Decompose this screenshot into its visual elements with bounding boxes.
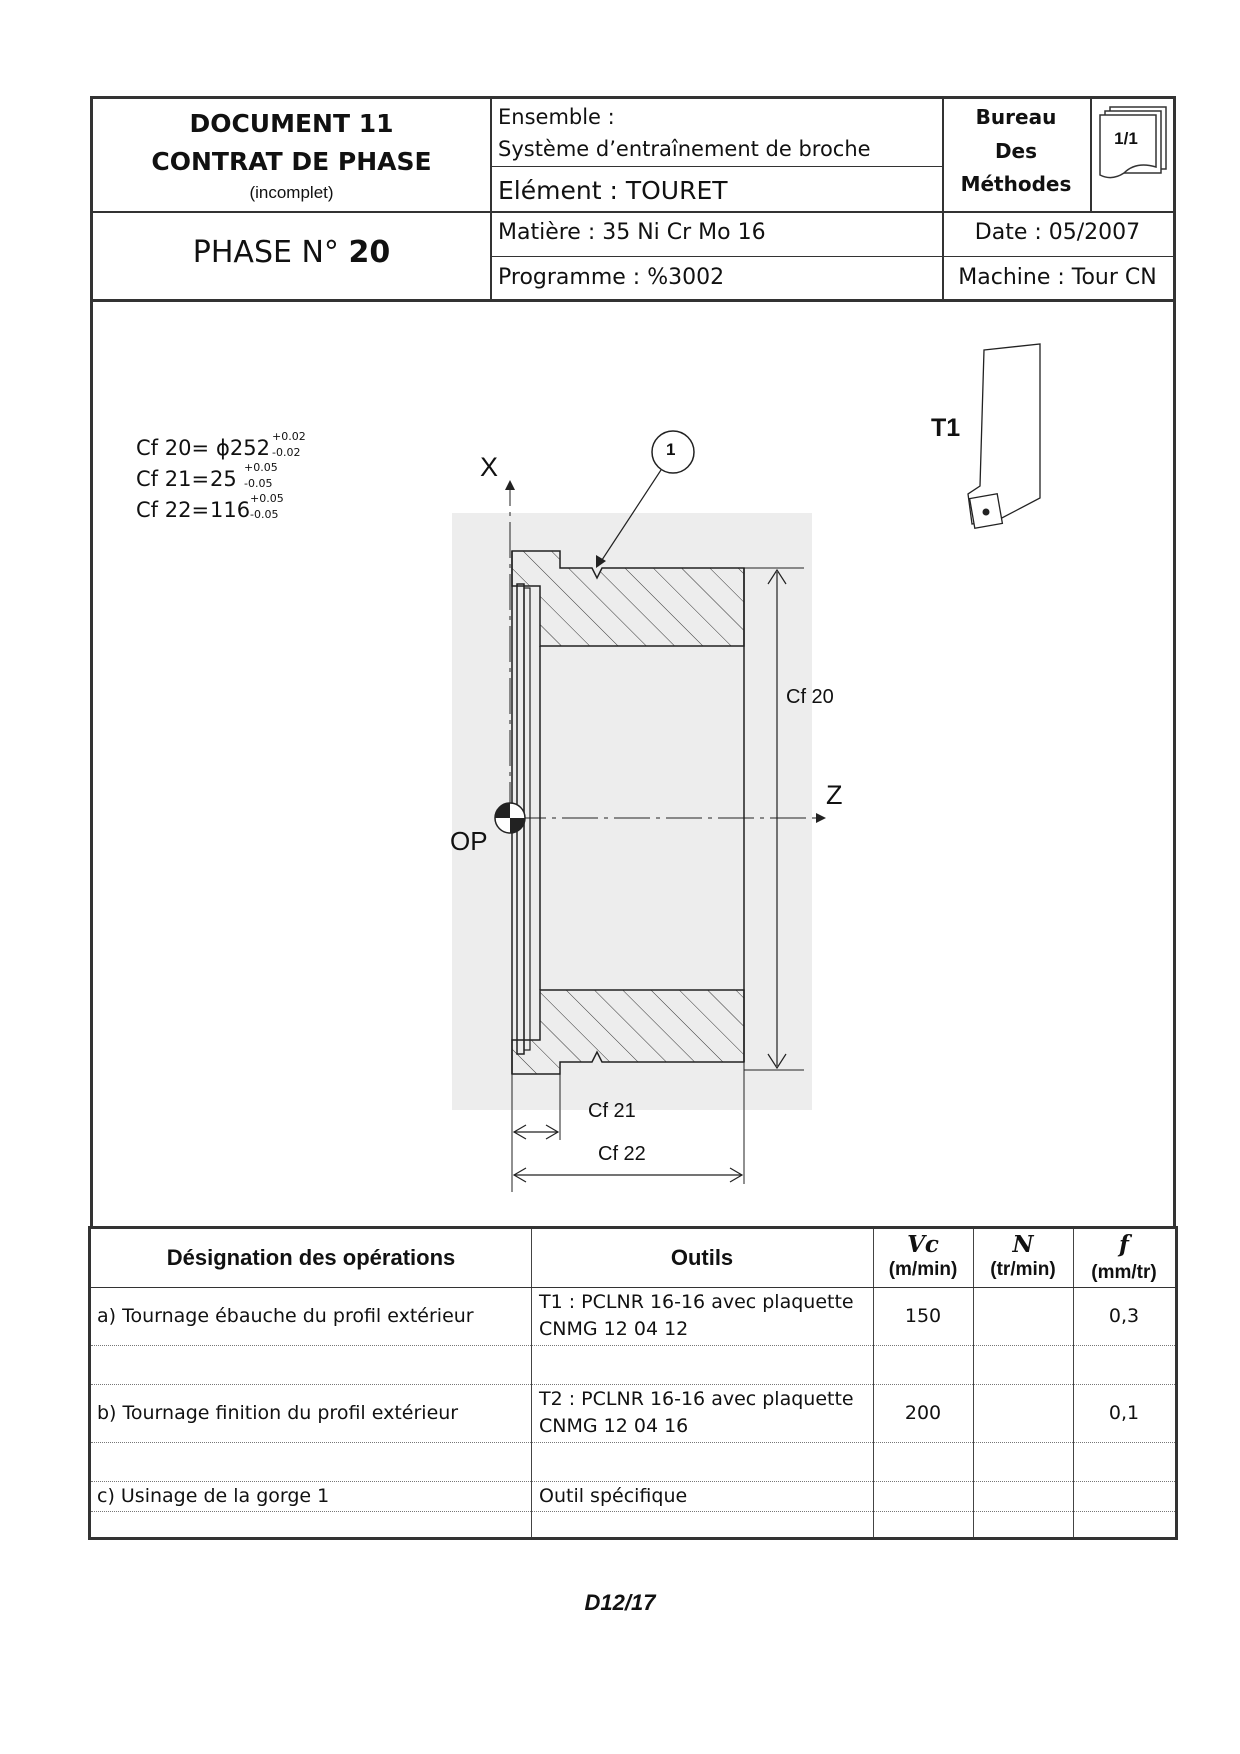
page-number: 1/1 <box>1114 129 1138 148</box>
cote-value: ϕ252 <box>216 436 270 460</box>
col-header-n-unit: (tr/min) <box>990 1259 1056 1280</box>
op-vc: 150 <box>904 1305 942 1327</box>
operations-table <box>88 1226 1178 1540</box>
tol-down: -0.02 <box>272 446 301 459</box>
col-header-designation: Désignation des opérations <box>166 1245 456 1270</box>
phase-label: PHASE N° <box>192 235 339 270</box>
bureau-line1: Bureau <box>975 105 1057 129</box>
dim-cf22: Cf 22 <box>598 1143 646 1165</box>
op-designation: c) Usinage de la gorge 1 <box>97 1485 330 1507</box>
programme: Programme : %3002 <box>498 265 725 290</box>
col-header-outils: Outils <box>670 1245 734 1270</box>
op-outil-line1: T1 : PCLNR 16-16 avec plaquette <box>539 1291 854 1313</box>
dim-cf21: Cf 21 <box>588 1100 636 1122</box>
op-f: 0,1 <box>1108 1402 1140 1424</box>
op-f: 0,3 <box>1108 1305 1140 1327</box>
tol-up: +0.02 <box>272 430 306 443</box>
bureau-line3: Méthodes <box>960 172 1072 196</box>
doc-note: (incomplet) <box>249 183 334 202</box>
ensemble-label: Ensemble : <box>498 105 615 129</box>
op-outil-line1: Outil spécifique <box>539 1485 688 1507</box>
axis-x-label: X <box>480 452 499 482</box>
op-vc: 200 <box>904 1402 942 1424</box>
callout-number: 1 <box>666 440 676 459</box>
phase-number: 20 <box>348 235 391 270</box>
date: Date : 05/2007 <box>974 220 1141 245</box>
element-name: Elément : TOURET <box>498 176 728 205</box>
ensemble-value: Système d’entraînement de broche <box>498 137 871 161</box>
col-header-vc-unit: (m/min) <box>888 1259 958 1280</box>
cote-name: Cf 20= <box>136 436 210 460</box>
axis-z-label: Z <box>826 780 843 810</box>
cote-name: Cf 22= <box>136 498 210 522</box>
page-footer: D12/17 <box>584 1590 656 1615</box>
dim-cf20: Cf 20 <box>786 686 834 708</box>
op-outil-line2: CNMG 12 04 12 <box>539 1318 689 1340</box>
doc-title: DOCUMENT 11 <box>189 109 394 138</box>
tol-up: +0.05 <box>250 492 284 505</box>
bureau-line2: Des <box>994 139 1038 163</box>
cote-name: Cf 21= <box>136 467 210 491</box>
op-designation: b) Tournage finition du profil extérieur <box>97 1402 459 1424</box>
col-header-n: N <box>1012 1231 1034 1258</box>
tol-up: +0.05 <box>244 461 278 474</box>
op-designation: a) Tournage ébauche du profil extérieur <box>97 1305 474 1327</box>
col-header-f-unit: (mm/tr) <box>1091 1262 1157 1283</box>
cote-value: 25 <box>210 467 237 491</box>
matiere: Matière : 35 Ni Cr Mo 16 <box>498 220 766 245</box>
tol-down: -0.05 <box>244 477 273 490</box>
cote-value: 116 <box>210 498 251 522</box>
tool-label: T1 <box>931 414 961 442</box>
op-outil-line1: T2 : PCLNR 16-16 avec plaquette <box>539 1388 854 1410</box>
doc-subtitle: CONTRAT DE PHASE <box>151 147 432 176</box>
col-header-vc: Vc <box>907 1231 939 1258</box>
tol-down: -0.05 <box>250 508 279 521</box>
machine: Machine : Tour CN <box>958 265 1157 290</box>
col-header-f: f <box>1119 1231 1129 1258</box>
origin-label: OP <box>450 826 488 856</box>
op-outil-line2: CNMG 12 04 16 <box>539 1415 689 1437</box>
